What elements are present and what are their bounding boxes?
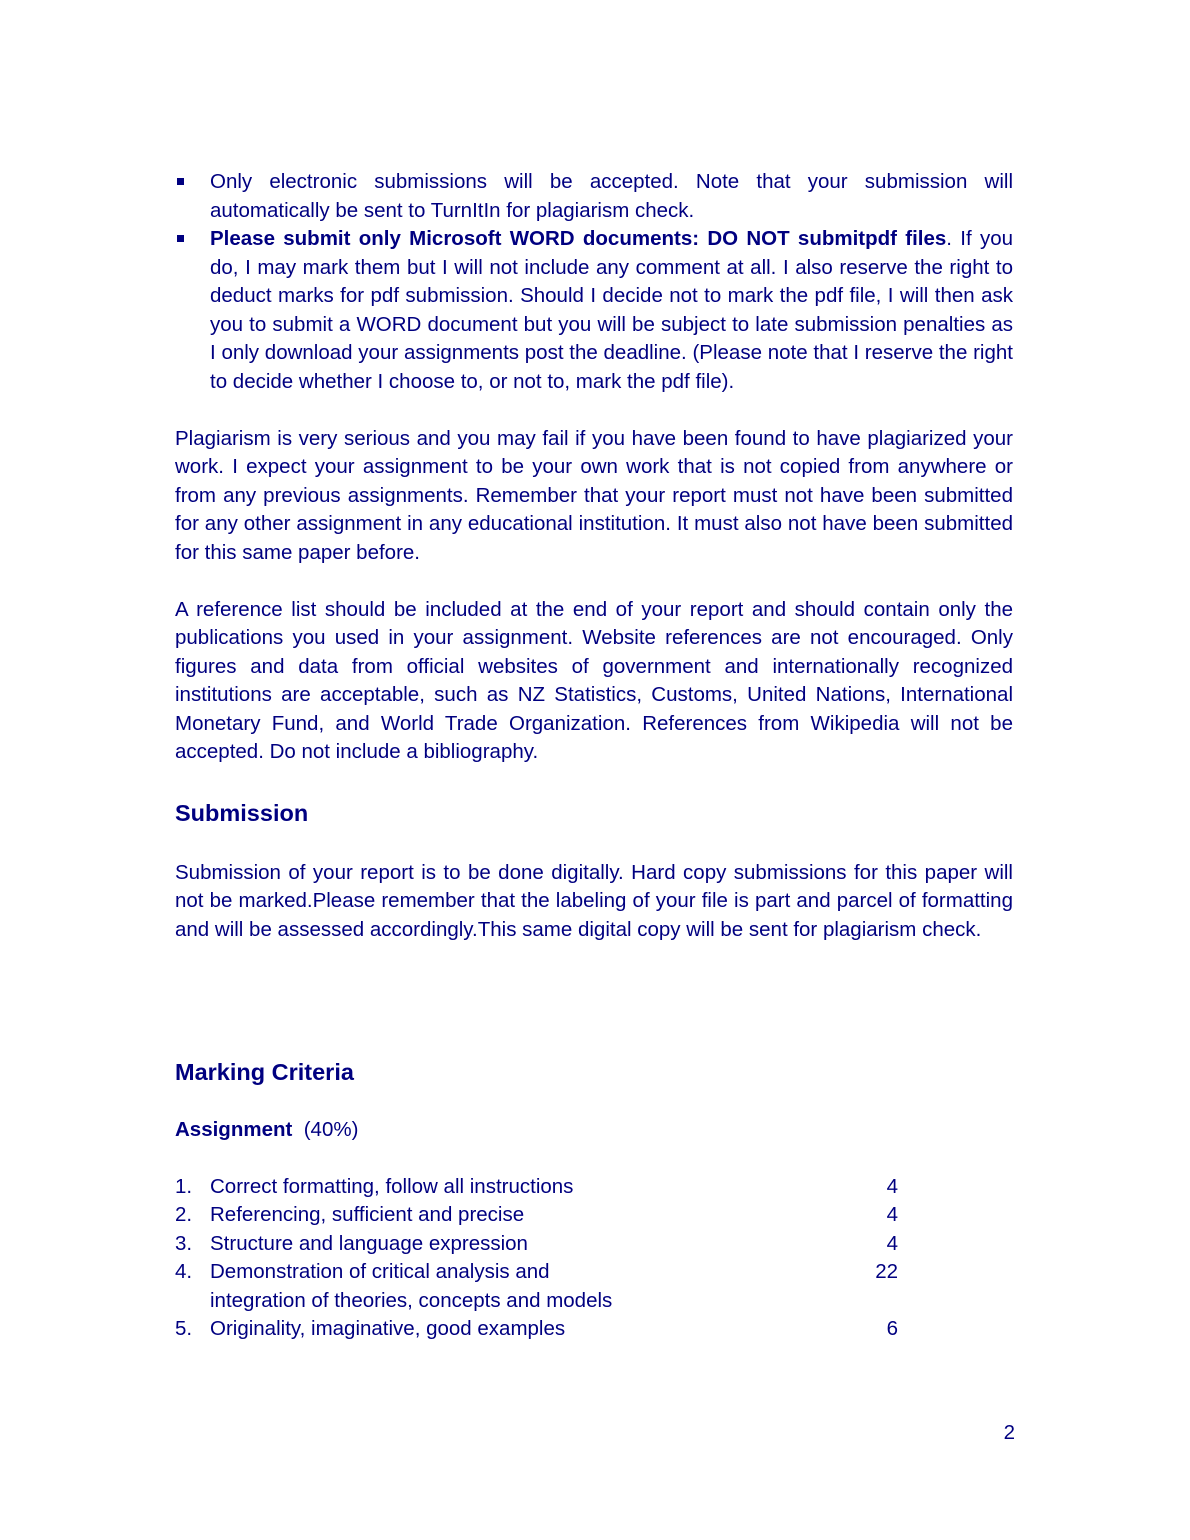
document-page [175,168,1013,1344]
criteria-number: 5. [175,1317,193,1340]
criteria-marks: 4 [886,1231,898,1255]
criteria-marks: 4 [886,1203,898,1226]
bullet-text: . If you do, I may mark them but I will not include any comment at all. I also reserve the right to deduct marks for pdf submission. Should I decide not to mark the pdf file, I will then ask you to submit a WORD document but you will be subject to late submission penalties as I only download your assignments post the deadline. (Please note that I reserve the right to decide whether I choose to, or not to, mark the pdf file). [210,227,1014,393]
criteria-item [175,1315,898,1344]
submission-heading: Submission [175,799,309,826]
assignment-weight: (40%) [303,1117,359,1141]
criteria-marks: 4 [886,1174,898,1198]
criteria-marks: 22 [875,1260,898,1283]
criteria-item [175,1258,898,1315]
plagiarism-paragraph: Plagiarism is very serious and you may fail if you have been found to have plagiarized your work. I expect your assignment to be your own work that is not copied from anywhere or from any previous assignments. Remember that your report must not have been submitted for any other assignment in any educational institution. It must also not have been submitted for this same paper before. [175,426,1013,564]
page-number: 2 [1003,1421,1015,1444]
criteria-number: 4. [175,1260,193,1283]
criteria-item [175,1230,898,1259]
assignment-label: Assignment [175,1117,293,1141]
criteria-item [175,1173,898,1202]
square-bullet-icon [177,235,184,242]
reference-paragraph: A reference list should be included at the end of your report and should contain only the publications you used in your assignment. Website references are not encouraged. Only figures and data from official websites of government and internationally recognized institutions are acceptable, such as NZ Statistics, Customs, United Nations, International Monetary Fund, and World Trade Organization. References from Wikipedia will not be accepted. Do not include a bibliography. [175,597,1013,763]
bullet-item [175,225,1013,396]
criteria-number: 3. [175,1231,193,1255]
criteria-text: Structure and language expression [210,1231,528,1255]
criteria-text: Demonstration of critical analysis and integration of theories, concepts and models [210,1260,613,1312]
submission-paragraph: Submission of your report is to be done digitally. Hard copy submissions for this paper will not be marked.Please remember that the labeling of your file is part and parcel of formatting and will be assessed accordingly.This same digital copy will be sent for plagiarism check. [175,860,1013,941]
criteria-item [175,1201,898,1230]
criteria-number: 1. [175,1174,193,1198]
bullet-item [175,168,1013,225]
criteria-number: 2. [175,1203,193,1226]
assignment-weight-line [175,1116,1013,1145]
marking-criteria-list [175,1173,1013,1344]
square-bullet-icon [177,178,184,185]
instruction-bullet-list [175,168,1013,396]
criteria-text: Originality, imaginative, good examples [210,1317,566,1340]
criteria-text: Correct formatting, follow all instructions [210,1174,574,1198]
criteria-text: Referencing, sufficient and precise [210,1203,525,1226]
bullet-bold-text: Please submit only Microsoft WORD documents: DO NOT submitpdf files [210,227,947,250]
criteria-marks: 6 [886,1317,898,1340]
bullet-text: Only electronic submissions will be accepted. Note that your submission will automatically be sent to TurnItIn for plagiarism check. [210,170,1013,222]
marking-criteria-heading: Marking Criteria [175,1059,354,1085]
